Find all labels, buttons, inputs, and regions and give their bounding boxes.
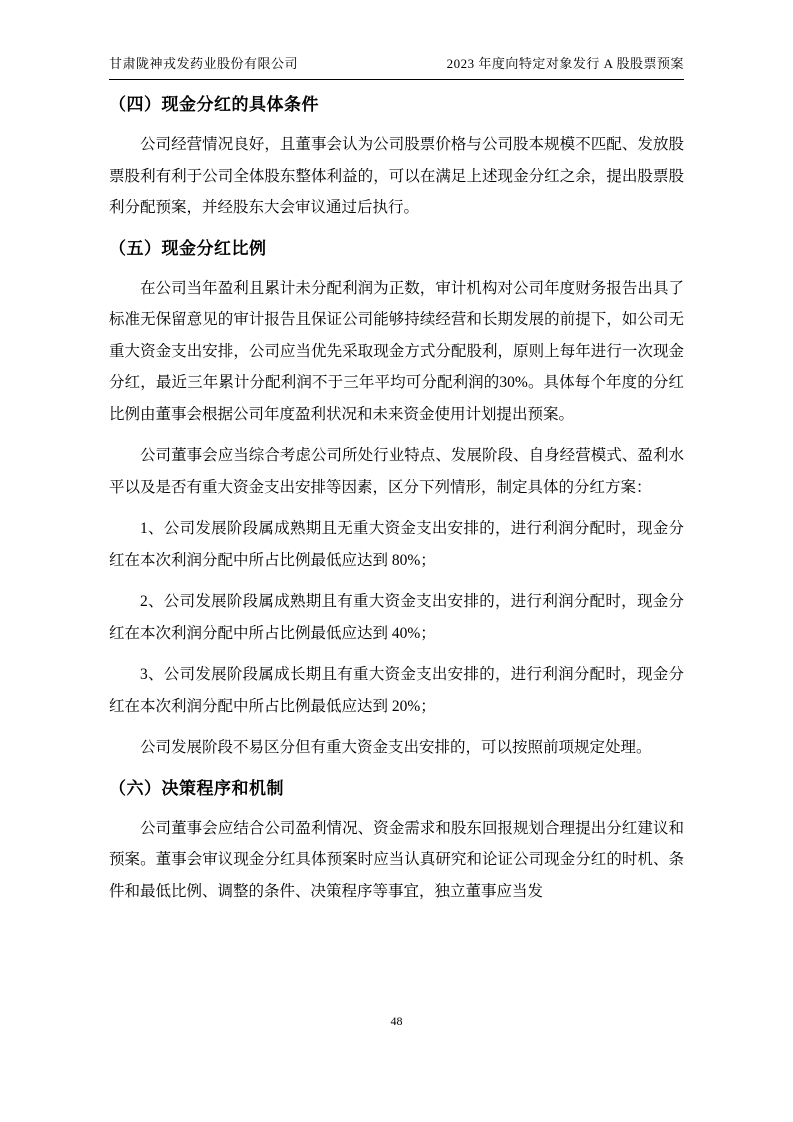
page-header-company-name: 甘肃陇神戎发药业股份有限公司: [109, 56, 299, 71]
body-paragraph: 在公司当年盈利且累计未分配利润为正数，审计机构对公司年度财务报告出具了标准无保留意见的审计报告且保证公司能够持续经营和长期发展的前提下，如公司无重大资金支出安排，公司应当优先采取现金方式分配股利，原则上每年进行一次现金分红，最近三年累计分配利润不于三年平均可分配利润的30%。具体每个年度的分红比例由董事会根据公司年度盈利状况和未来资金使用计划提出预案。: [109, 279, 684, 423]
page-number: 48: [390, 1014, 403, 1028]
section-heading-cash-dividend-conditions: （四）现金分红的具体条件: [109, 95, 319, 114]
body-paragraph: 公司经营情况良好，且董事会认为公司股票价格与公司股本规模不匹配、发放股票股利有利于公司全体股东整体利益的，可以在满足上述现金分红之余，提出股票股利分配预案，并经股东大会审议通过后执行。: [109, 136, 684, 216]
list-item-paragraph-3: 3、公司发展阶段属成长期且有重大资金支出安排的，进行利润分配时，现金分红在本次利润分配中所占比例最低应达到 20%；: [109, 666, 684, 715]
section-heading-cash-dividend-ratio: （五）现金分红比例: [109, 238, 267, 258]
list-item-paragraph-2: 2、公司发展阶段属成熟期且有重大资金支出安排的，进行利润分配时，现金分红在本次利润分配中所占比例最低应达到 40%；: [109, 593, 684, 642]
page-header: [109, 0, 684, 80]
list-item-paragraph-1: 1、公司发展阶段属成熟期且无重大资金支出安排的，进行利润分配时，现金分红在本次利润分配中所占比例最低应达到 80%；: [109, 520, 684, 569]
section-heading-decision-procedure: （六）决策程序和机制: [109, 778, 284, 798]
page-content: [109, 0, 684, 907]
body-paragraph: 公司董事会应结合公司盈利情况、资金需求和股东回报规划合理提出分红建议和预案。董事会审议现金分红具体预案时应当认真研究和论证公司现金分红的时机、条件和最低比例、调整的条件、决策程序等事宜，独立董事应当发: [109, 819, 684, 900]
body-paragraph: 公司董事会应当综合考虑公司所处行业特点、发展阶段、自身经营模式、盈利水平以及是否有重大资金支出安排等因素，区分下列情形，制定具体的分红方案：: [109, 447, 684, 496]
body-paragraph: 公司发展阶段不易区分但有重大资金支出安排的，可以按照前项规定处理。: [140, 739, 652, 756]
page-header-document-title: 2023 年度向特定对象发行 A 股股票预案: [446, 56, 684, 71]
